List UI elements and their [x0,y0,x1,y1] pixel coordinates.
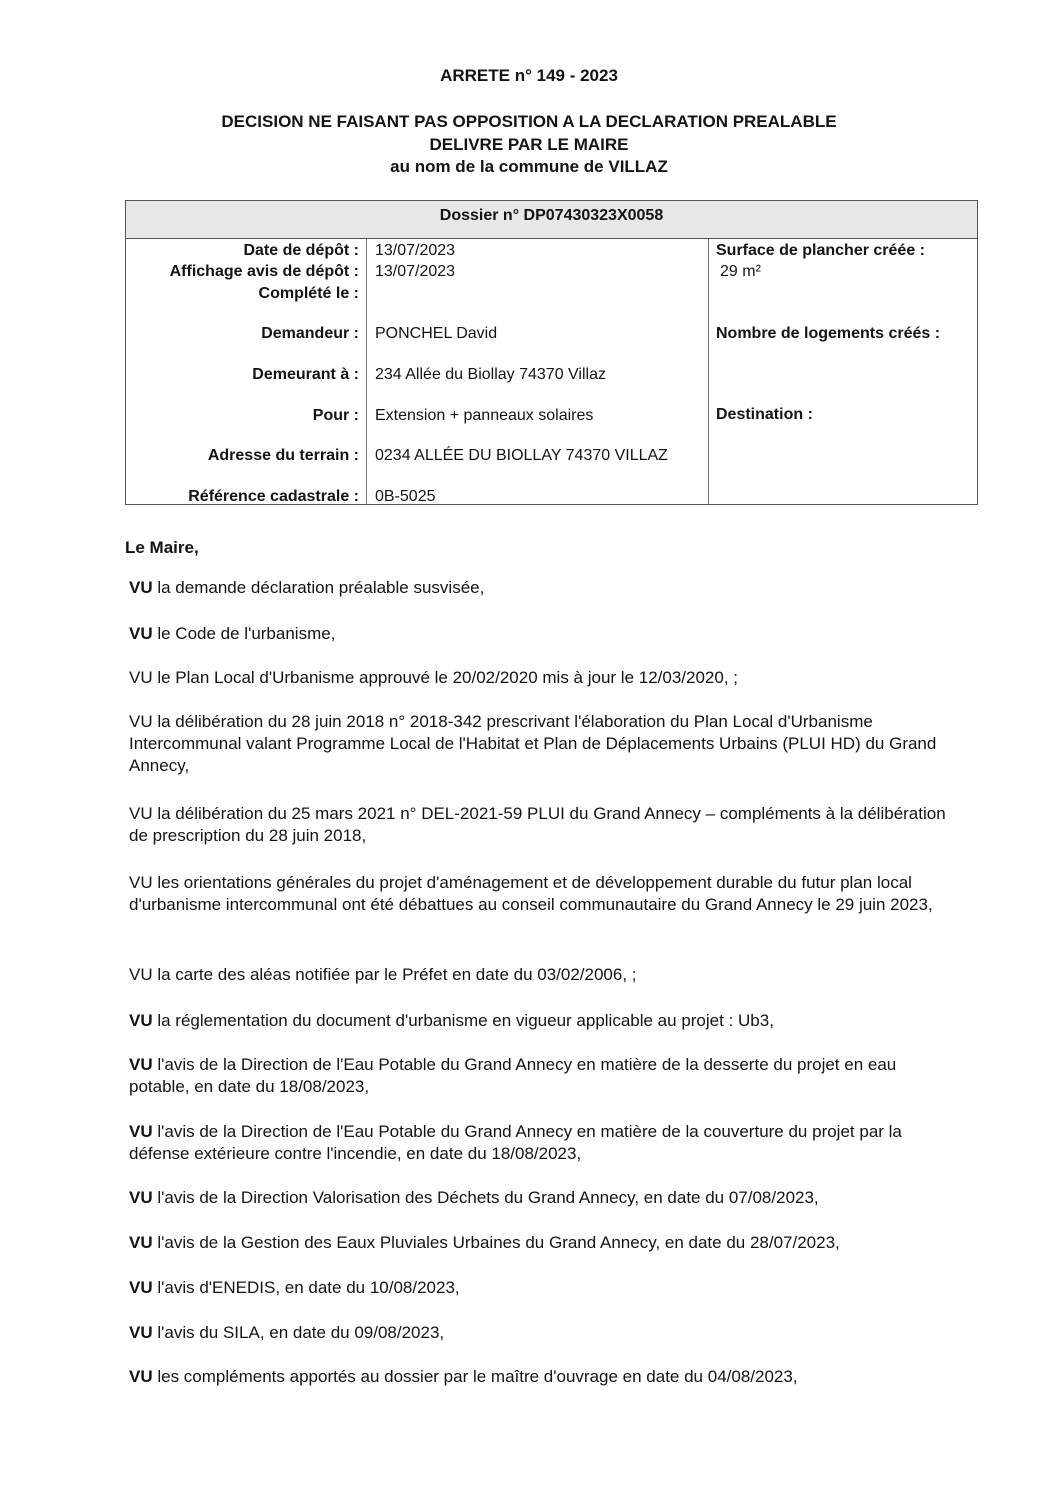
paragraph-vu-dechets [129,1187,949,1209]
vu-keyword: VU [129,578,153,597]
affichage-label: Affichage avis de dépôt : [169,263,359,280]
adresse-value: 0234 ALLÉE DU BIOLLAY 74370 VILLAZ [375,447,668,464]
surface-value: 29 m² [720,263,761,280]
maire-heading: Le Maire, [125,538,199,557]
reference-label: Référence cadastrale : [188,488,359,505]
vu-keyword: VU [129,1011,153,1030]
paragraph-vu-enedis [129,1277,949,1299]
demandeur-label: Demandeur : [261,325,359,342]
column-divider [366,239,367,504]
paragraph-vu-deliberation-2021: VU la délibération du 25 mars 2021 n° DEL-2021-59 PLUI du Grand Annecy – compléments à la délibération de prescription du 28 juin 2018, [129,804,946,845]
column-divider [708,239,709,504]
vu-keyword: VU [129,624,153,643]
paragraph-text: l'avis de la Gestion des Eaux Pluviales Urbaines du Grand Annecy, en date du 28/07/2023, [152,1233,840,1252]
demandeur-value: PONCHEL David [375,325,498,342]
paragraph-text: l'avis de la Direction de l'Eau Potable du Grand Annecy en matière de la desserte du projet en eau potable, en date du 18/08/2023, [129,1055,897,1096]
vu-keyword: VU [129,1233,153,1252]
date-depot-value: 13/07/2023 [375,242,456,259]
arrete-title: ARRETE n° 149 - 2023 [440,66,618,85]
paragraph-vu-code [129,623,949,645]
date-depot-label: Date de dépôt : [243,242,359,259]
paragraph-vu-carte-aleas: VU la carte des aléas notifiée par le Préfet en date du 03/02/2006, ; [129,965,637,984]
demeurant-value: 234 Allée du Biollay 74370 Villaz [375,366,606,383]
paragraph-vu-sila [129,1322,949,1344]
paragraph-text: la demande déclaration préalable susvisée, [152,578,485,597]
paragraph-vu-eaux-pluviales [129,1232,949,1254]
adresse-label: Adresse du terrain : [207,447,359,464]
demeurant-label: Demeurant à : [252,366,359,383]
dossier-table [125,200,978,505]
paragraph-text: l'avis d'ENEDIS, en date du 10/08/2023, [152,1278,460,1297]
paragraph-vu-incendie [129,1121,949,1165]
label-column [126,201,359,504]
pour-value: Extension + panneaux solaires [375,407,594,424]
paragraph-vu-reglementation [129,1010,949,1032]
reference-value: 0B-5025 [375,488,436,505]
decision-title-line2: DELIVRE PAR LE MAIRE [429,135,629,154]
paragraph-text: l'avis de la Direction de l'Eau Potable du Grand Annecy en matière de la couverture du projet par la défense extérieure contre l'incendie, en date du 18/08/2023, [129,1122,902,1163]
affichage-value: 13/07/2023 [375,263,456,280]
paragraph-text: les compléments apportés au dossier par le maître d'ouvrage en date du 04/08/2023, [152,1367,798,1386]
paragraph-vu-demande [129,577,949,599]
paragraph-vu-eau-potable [129,1054,949,1098]
paragraph-vu-deliberation-2018: VU la délibération du 28 juin 2018 n° 2018-342 prescrivant l'élaboration du Plan Local d'Urbanisme Intercommunal valant Programme Local de l'Habitat et Plan de Déplacements Urbains (PLUI HD) du Grand Annecy, [129,712,937,775]
dossier-number: Dossier n° DP07430323X0058 [126,201,977,239]
decision-title-line3: au nom de la commune de VILLAZ [390,157,668,176]
vu-keyword: VU [129,1055,153,1074]
paragraph-vu-orientations: VU les orientations générales du projet d'aménagement et de développement durable du futur plan local d'urbanisme intercommunal ont été débattues au conseil communautaire du Grand Annecy le 29 juin 2023, [129,873,933,914]
decision-title-line1: DECISION NE FAISANT PAS OPPOSITION A LA DECLARATION PREALABLE [221,112,837,131]
surface-label: Surface de plancher créée : [716,242,925,259]
complete-label: Complété le : [258,285,359,302]
vu-keyword: VU [129,1278,153,1297]
paragraph-vu-complements [129,1366,949,1388]
paragraph-text: la réglementation du document d'urbanisme en vigueur applicable au projet : Ub3, [152,1011,774,1030]
destination-label: Destination : [716,406,813,423]
paragraph-text: le Code de l'urbanisme, [152,624,336,643]
paragraph-vu-plu: VU le Plan Local d'Urbanisme approuvé le 20/02/2020 mis à jour le 12/03/2020, ; [129,668,739,687]
paragraph-text: l'avis du SILA, en date du 09/08/2023, [152,1323,445,1342]
pour-label: Pour : [312,407,359,424]
vu-keyword: VU [129,1323,153,1342]
logements-label: Nombre de logements créés : [716,325,941,342]
vu-keyword: VU [129,1122,153,1141]
vu-keyword: VU [129,1367,153,1386]
vu-keyword: VU [129,1188,153,1207]
paragraph-text: l'avis de la Direction Valorisation des Déchets du Grand Annecy, en date du 07/08/2023, [152,1188,819,1207]
